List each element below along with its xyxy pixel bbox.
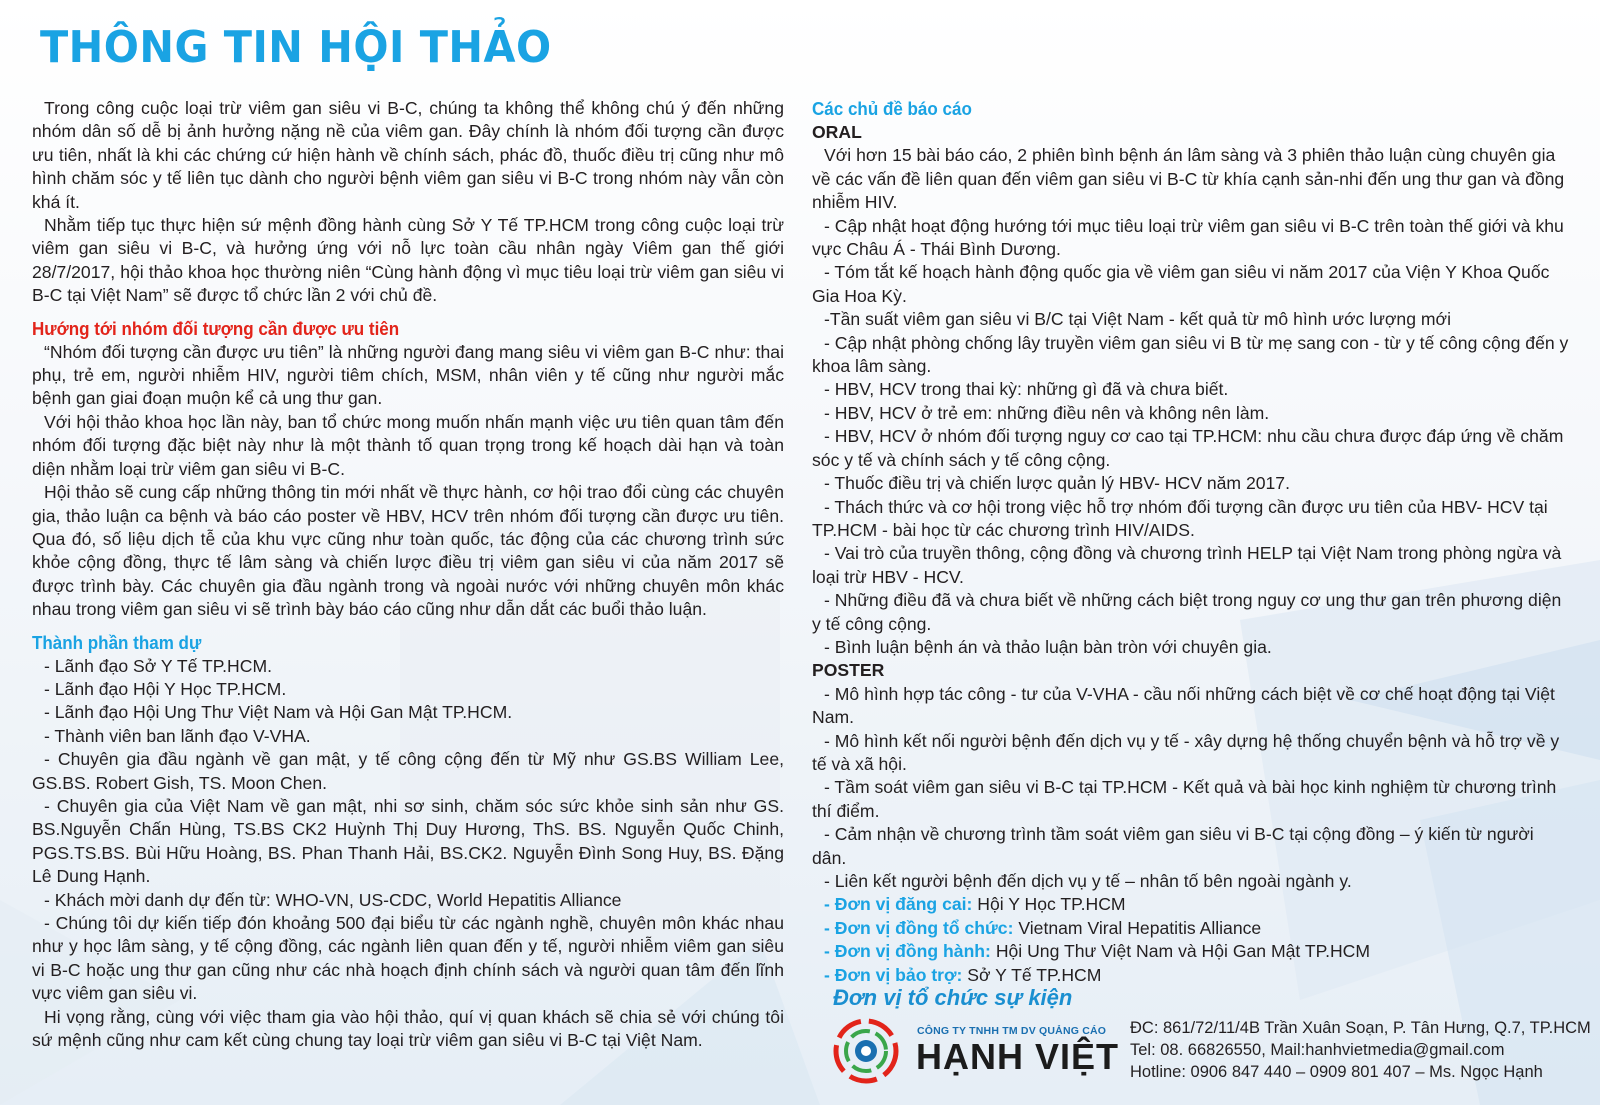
company-tel-mail: Tel: 08. 66826550, Mail:hanhvietmedia@gmail.com: [1130, 1041, 1505, 1059]
list-item: - Tầm soát viêm gan siêu vi B-C tại TP.HCM - Kết quả và bài học kinh nghiệm từ chương trình thí điểm.: [812, 777, 1557, 821]
list-item: - HBV, HCV trong thai kỳ: những gì đã và chưa biết.: [824, 379, 1229, 400]
priority-paragraph-2: Với hội thảo khoa học lần này, ban tổ chức mong muốn nhấn mạnh việc ưu tiên quan tâm đến nhóm đối tượng đặc biệt này như là một thành tố quan trọng trong kế hoạch dài hạn và toàn diện nhằm loại trừ viêm gan siêu vi B-C.: [32, 411, 784, 479]
page-title: THÔNG TIN HỘI THẢO: [40, 22, 552, 73]
list-item: - Chuyên gia của Việt Nam về gan mật, nhi sơ sinh, chăm sóc sức khỏe sinh sản như GS. BS.Nguyễn Chấn Hùng, TS.BS CK2 Huỳnh Thị Duy Hương, ThS. BS. Nguyễn Quốc Chinh, PGS.TS.BS. Bùi Hữu Hoàng, BS. Phan Thanh Hải, BS.CK2. Nguyễn Đình Song Huy, BS. Đặng Lê Dung Hạnh.: [32, 795, 784, 887]
list-item: - Cập nhật hoạt động hướng tới mục tiêu loại trừ viêm gan siêu vi B-C trên toàn thế giới và khu vực Châu Á - Thái Bình Dương.: [812, 215, 1564, 260]
organizer-label: - Đơn vị đồng hành:: [824, 941, 991, 962]
oral-list: [812, 215, 1572, 660]
organizer-host: [812, 893, 1572, 916]
list-item: - Mô hình kết nối người bệnh đến dịch vụ y tế - xây dựng hệ thống chuyển bệnh và hỗ trợ về y tế và xã hội.: [812, 730, 1560, 774]
list-item: - Cập nhật phòng chống lây truyền viêm gan siêu vi B từ mẹ sang con - từ y tế công cộng đến y khoa lâm sàng.: [812, 332, 1569, 377]
list-item: - Cảm nhận về chương trình tầm soát viêm gan siêu vi B-C tại cộng đồng – ý kiến từ người dân.: [812, 824, 1534, 868]
participants-heading: Thành phần tham dự: [32, 631, 202, 653]
list-item: - Thành viên ban lãnh đạo V-VHA.: [44, 725, 311, 746]
organizer-value: Hội Ung Thư Việt Nam và Hội Gan Mật TP.HCM: [995, 941, 1371, 962]
list-item: - Tóm tắt kế hoạch hành động quốc gia về viêm gan siêu vi năm 2017 của Viện Y Khoa Quốc Gia Hoa Kỳ.: [812, 262, 1550, 306]
oral-label: ORAL: [812, 122, 862, 142]
right-column: [812, 97, 1572, 987]
company-address: ĐC: 861/72/11/4B Trần Xuân Soạn, P. Tân Hưng, Q.7, TP.HCM: [1130, 1019, 1591, 1037]
list-item: - Lãnh đạo Hội Ung Thư Việt Nam và Hội Gan Mật TP.HCM.: [44, 702, 513, 723]
list-item: - Mô hình hợp tác công - tư của V-VHA - cầu nối những cách biệt về cơ chế hoạt động tại Việt Nam.: [812, 683, 1555, 728]
intro-paragraph-1: Trong công cuộc loại trừ viêm gan siêu vi B-C, chúng ta không thể không chú ý đến những nhóm dân số dễ bị ảnh hưởng nặng nề của viêm gan. Đây chính là nhóm đối tượng cần được ưu tiên, nhất là khi các chứng cứ hiện hành về chính sách, phác đồ, thuốc điều trị cũng như mô hình chăm sóc y tế liên tục dành cho người bệnh viêm gan siêu vi B-C trong nhóm này vẫn còn khá ít.: [32, 98, 784, 212]
list-item: - Bình luận bệnh án và thảo luận bàn tròn với chuyên gia.: [824, 636, 1272, 657]
list-item: - Thách thức và cơ hội trong việc hỗ trợ nhóm đối tượng cần được ưu tiên của HBV- HCV tại TP.HCM - bài học từ các chương trình HIV/AIDS.: [812, 496, 1548, 540]
poster-list: [812, 683, 1572, 894]
organizers-list: [812, 893, 1572, 987]
participants-list: [32, 655, 784, 1053]
closing-paragraph: Hi vọng rằng, cùng với việc tham gia vào hội thảo, quí vị quan khách sẽ chia sẻ với chúng tôi sứ mệnh cũng như cam kết cùng chung tay loại trừ viêm gan siêu vi B-C tại Việt Nam.: [32, 1006, 784, 1051]
event-organizer-title: Đơn vị tổ chức sự kiện: [833, 985, 1073, 1010]
topics-heading: Các chủ đề báo cáo: [812, 98, 972, 119]
priority-paragraph-1: “Nhóm đối tượng cần được ưu tiên” là những người đang mang siêu vi viêm gan B-C như: thai phụ, trẻ em, người nhiễm HIV, người tiêm chích, MSM, nhân viên y tế cũng như người mắc bệnh gan giai đoạn muộn kể cả ung thư gan.: [32, 341, 784, 409]
priority-paragraph-3: Hội thảo sẽ cung cấp những thông tin mới nhất về thực hành, cơ hội trao đổi cùng các chuyên gia, thảo luận ca bệnh và báo cáo poster về HBV, HCV trên nhóm đối tượng cần được ưu tiên. Qua đó, số liệu dịch tễ của khu vực cũng như toàn quốc, tác động của các chương trình sức khỏe cộng đồng, thực tế lâm sàng và chiến lược điều trị viêm gan siêu vi của năm 2017 sẽ được trình bày. Các chuyên gia đầu ngành trong và ngoài nước với những chuyên môn khác nhau trong viêm gan siêu vi sẽ trình bày báo cáo cũng như dẫn dắt các buổi thảo luận.: [32, 482, 784, 620]
list-item: - Chúng tôi dự kiến tiếp đón khoảng 500 đại biểu từ các ngành nghề, chuyên môn khác nhau như y học lâm sàng, y tế cộng đồng, các ngành liên quan đến y tế, người nhiễm viêm gan siêu vi B-C hoặc ung thư gan cũng như các nhà hoạch định chính sách và người quan tâm đến lĩnh vực viêm gan siêu vi.: [32, 913, 784, 1004]
list-item: - Lãnh đạo Hội Y Học TP.HCM.: [44, 678, 287, 699]
list-item: - HBV, HCV ở nhóm đối tượng nguy cơ cao tại TP.HCM: nhu cầu chưa được đáp ứng về chăm sóc y tế và chính sách y tế công cộng.: [812, 426, 1564, 470]
organizer-value: Vietnam Viral Hepatitis Alliance: [1018, 917, 1262, 938]
list-item: -Tần suất viêm gan siêu vi B/C tại Việt Nam - kết quả từ mô hình ước lượng mới: [824, 309, 1451, 330]
list-item: - Những điều đã và chưa biết về những cách biệt trong nguy cơ ung thư gan trên phương diện y tế công cộng.: [812, 590, 1562, 634]
organizer-value: Sở Y Tế TP.HCM: [967, 964, 1102, 985]
left-column: [32, 97, 784, 1052]
list-item: - Khách mời danh dự đến từ: WHO-VN, US-CDC, World Hepatitis Alliance: [44, 889, 622, 910]
list-item: - Liên kết người bệnh đến dịch vụ y tế – nhân tố bên ngoài ngành y.: [824, 871, 1352, 891]
list-item: - Vai trò của truyền thông, cộng đồng và chương trình HELP tại Việt Nam trong phòng ngừa và loại trừ HBV - HCV.: [812, 543, 1562, 587]
list-item: - Thuốc điều trị và chiến lược quản lý HBV- HCV năm 2017.: [824, 473, 1290, 494]
oral-intro: Với hơn 15 bài báo cáo, 2 phiên bình bệnh án lâm sàng và 3 phiên thảo luận cùng chuyên gia về các vấn đề liên quan đến viêm gan siêu vi B-C từ khía cạnh sản-nhi đến ung thư gan và đồng nhiễm HIV.: [812, 145, 1565, 213]
company-hotline: Hotline: 0906 847 440 – 0909 801 407 – Ms. Ngọc Hạnh: [1130, 1063, 1543, 1081]
organizer-sponsor: [812, 964, 1572, 987]
contact-info: [1130, 1017, 1591, 1083]
organizer-co-organizer: [812, 917, 1572, 940]
intro-paragraph-2: Nhằm tiếp tục thực hiện sứ mệnh đồng hành cùng Sở Y Tế TP.HCM trong công cuộc loại trừ viêm gan siêu vi B-C, và hưởng ứng với nỗ lực toàn cầu nhân ngày Viêm gan thế giới 28/7/2017, hội thảo khoa học thường niên “Cùng hành động vì mục tiêu loại trừ viêm gan siêu vi B-C tại Việt Nam” sẽ được tổ chức lần 2 với chủ đề.: [32, 215, 784, 306]
organizer-label: - Đơn vị bảo trợ:: [824, 964, 963, 985]
list-item: - HBV, HCV ở trẻ em: những điều nên và không nên làm.: [824, 402, 1270, 423]
company-type: CÔNG TY TNHH TM DV QUẢNG CÁO: [917, 1025, 1107, 1037]
company-name: HẠNH VIỆT: [916, 1036, 1120, 1077]
hanh-viet-logo-icon: [833, 1018, 899, 1084]
priority-heading: Hướng tới nhóm đối tượng cần được ưu tiên: [32, 317, 400, 339]
list-item: - Lãnh đạo Sở Y Tế TP.HCM.: [44, 655, 273, 676]
organizer-partner: [812, 940, 1572, 963]
organizer-label: - Đơn vị đồng tổ chức:: [824, 917, 1014, 938]
organizer-value: Hội Y Học TP.HCM: [977, 894, 1126, 915]
list-item: - Chuyên gia đầu ngành về gan mật, y tế công cộng đến từ Mỹ như GS.BS William Lee, GS.BS. Robert Gish, TS. Moon Chen.: [32, 749, 784, 793]
poster-label: POSTER: [812, 660, 885, 681]
organizer-label: - Đơn vị đăng cai:: [824, 894, 973, 915]
